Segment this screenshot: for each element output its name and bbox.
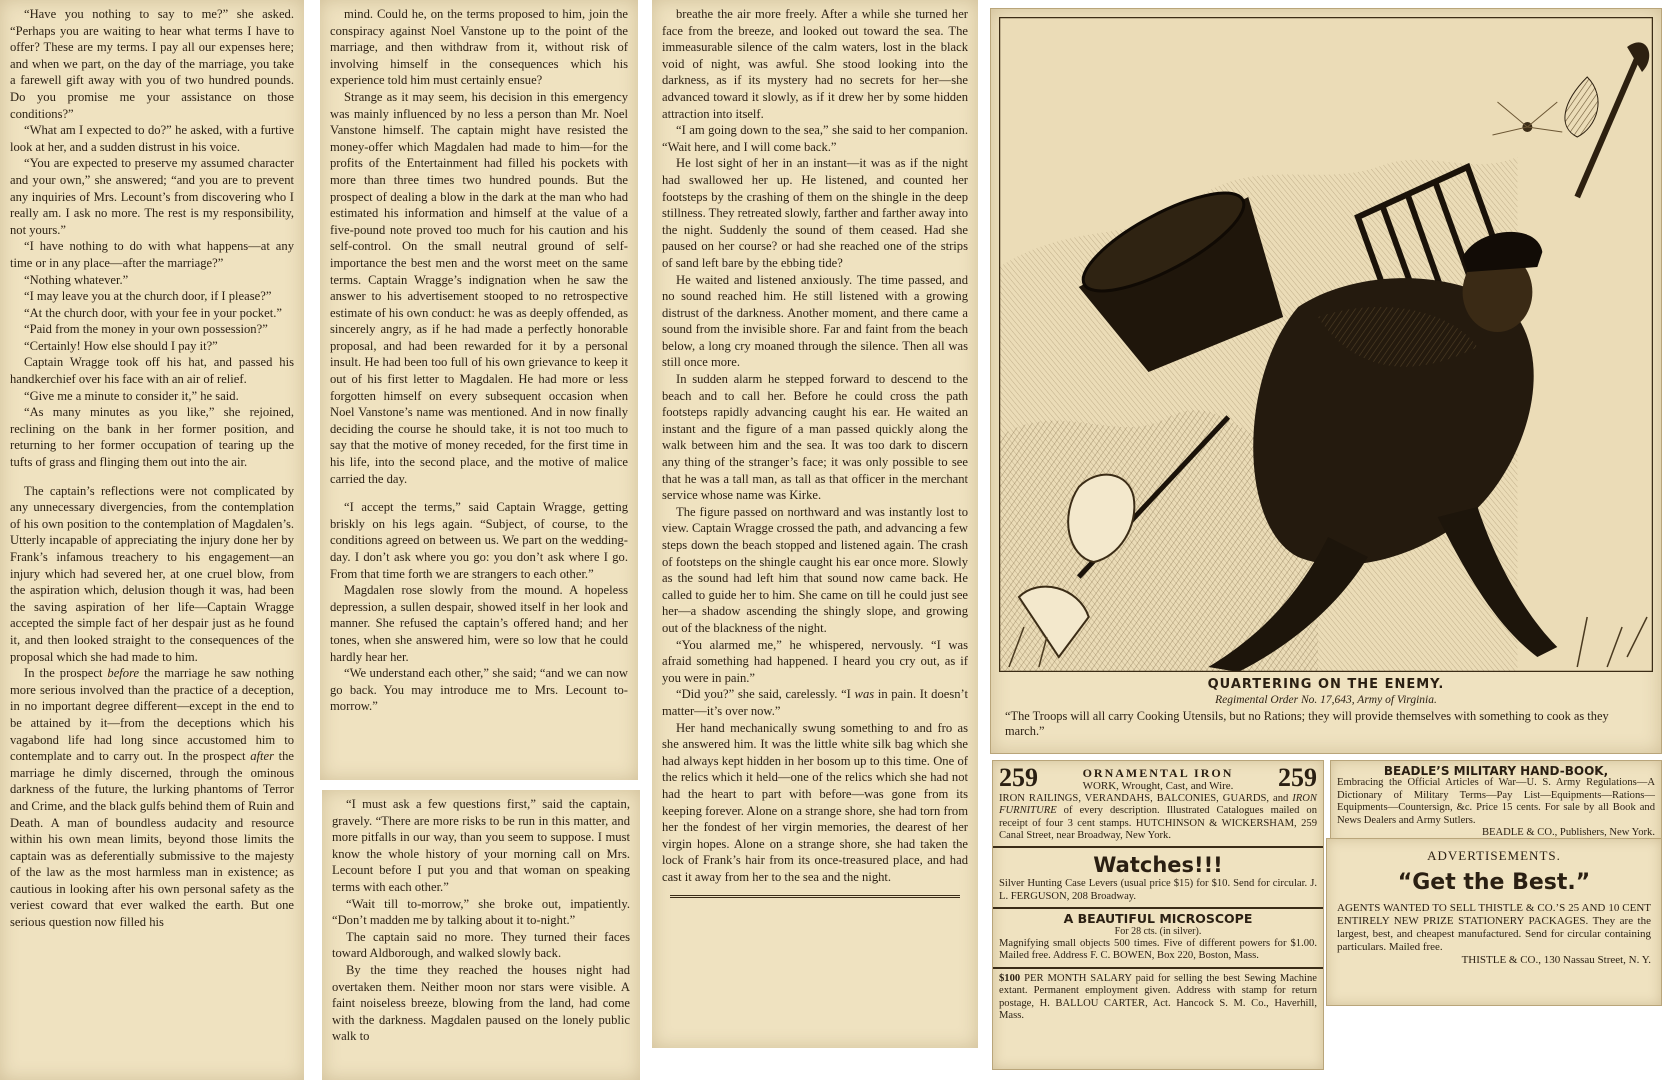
paragraph: He lost sight of her in an instant—it was as if the night had swallowed her up. He listened, and counted her footsteps by the crashing of them on the shingle in the deep stillness. They retreated slowly, farther and farther away into the night. Suddenly the sound of them ceased. Had she paused on her course? or had she reached one of the strips of sand left bare by the ebbing tide? (662, 156, 968, 270)
paragraph: “You alarmed me,” he whispered, nervously. “I was afraid something had happened. I heard you cry out, as if you were in pain.” (662, 637, 968, 685)
beadle-ad (1330, 760, 1662, 848)
iron-ad-heading: ORNAMENTAL IRON (1082, 766, 1234, 780)
paragraph: In sudden alarm he stepped forward to descend to the beach and to call her. Before he could cross the path footsteps rapidly advancing caught his ear. He waited an instant and the figure of a man passed quickly along the walk between him and the sea. It was too dark to discern any thing of the stranger’s face; it was only possible to see that he was a tall man, as tall as that officer in the merchant service whose name was Kirke. (662, 372, 968, 503)
get-the-best-heading: “Get the Best.” (1397, 870, 1591, 895)
beadle-body: Embracing the Official Articles of War—U. S. Army Regulations—A Dictionary of Military Terms—Pay List—Equipments—Rations—Equipments—Countersign, &c. Price 15 cents. For sale by all Book and News Dealers and Army Sutlers. (1337, 777, 1655, 826)
column-end-rule (670, 895, 960, 898)
ad-number-right: 259 (1278, 763, 1317, 792)
paragraph: “I may leave you at the church door, if I please?” (24, 289, 272, 304)
text-column-2-continued (322, 790, 640, 1080)
paragraph: mind. Could he, on the terms proposed to him, join the conspiracy against Noel Vanstone up to the point of the marriage, and then withdraw from it, without risk of involving himself in the consequences which his experience told him must certainly ensue? (330, 7, 628, 88)
illustration-caption (999, 677, 1653, 739)
paragraph: “Give me a minute to consider it,” he said. (24, 388, 239, 403)
beadle-signature: BEADLE & CO., Publishers, New York. (1481, 827, 1655, 839)
paragraph: Her hand mechanically swung something to and fro as she answered him. It was the little white silk bag which she had always kept hidden in her bosom up to this time. One of the relics which it held—one of the relics which she had not had the heart to part with before—was gone from its keeping forever. Alone on a strange shore, she had torn from her the fondest of her virgin memories, the dearest of her virgin hopes. Alone on a strange shore, she had taken the lock of Frank’s hair from its once-treasured place, and had cast it away from her to the sea and the night. (662, 720, 968, 884)
salary-body: PER MONTH SALARY paid for selling the best Sewing Machine extant. Permanent employment given. Address with stamp for return postage, H. BALLOU CARTER, Act. Hancock S. M. Co., Haverhill, Mass. (999, 972, 1317, 1022)
iron-ad-body: IRON RAILINGS, VERANDAHS, BALCONIES, GUARDS, and IRON FURNITURE of every description. Illustrated Catalogues mailed on receipt of four 3 cent stamps. HUTCHINSON & WICKERSHAM, 259 Canal Street, near Broadway, New York. (999, 792, 1317, 842)
paragraph: “I am going down to the sea,” she said to her companion. “Wait here, and I will come back.” (662, 123, 968, 154)
paragraph: In the prospect before the marriage he saw nothing more serious involved than the practice of a deception, in no important degree different—except in the end to be attained by it—from the deceptions which his vagabond life had long since accustomed him to contemplate and to carry out. In the prospect after the marriage he dimly discerned, through the ominous darkness of the future, the lurking phantoms of Terror and Crime, and the black gulfs behind them of Ruin and Death. A man of boundless audacity and resource within his own mean limits, beyond those limits the captain was as deferentially submissive to the majesty of the law as the most harmless man in existence; as cautious in looking after his own personal safety as the veriest coward that ever walked the earth. But one serious question now filled his (10, 666, 294, 930)
paragraph: “Paid from the money in your own possession?” (24, 322, 268, 337)
paragraph: “We understand each other,” she said; “and we can now go back. You may introduce me to Mrs. Lecount to-morrow.” (330, 666, 628, 714)
paragraph: “As many minutes as you like,” she rejoined, reclining on the bank in her former position, and returning to her former occupation of tearing up the tufts of grass and flinging them out into the air. (10, 405, 294, 470)
paragraph: “I accept the terms,” said Captain Wragge, getting briskly on his legs again. “Subject, of course, to the conditions agreed on between us. We part on the wedding-day. I don’t ask where you go: you don’t ask where I go. From that time forth we are strangers to each other.” (330, 500, 628, 581)
paragraph: “I must ask a few questions first,” said the captain, gravely. “There are more risks to be run in this matter, and more pitfalls in our way, than you seem to suppose. I must know the whole history of your morning call on Mrs. Lecount before I put you and that woman on speaking terms with each other.” (332, 797, 630, 894)
paragraph: The captain’s reflections were not complicated by any unnecessary divergencies, from the contemplation of his own position to the contemplation of Magdalen’s. Utterly incapable of appreciating the injury done her by Frank’s infamous treachery to his engagement—an injury which had severed her, at one cruel blow, from the aspiration which, delusion though it was, had been the saving aspiration of her life—Captain Wragge accepted the simple fact of her despair just as he found it, and then looked straight to the consequences of the proposal which she had made to him. (10, 483, 294, 664)
paragraph: “Did you?” she said, carelessly. “I was in pain. It doesn’t matter—it’s over now.” (662, 687, 968, 718)
text-column-3 (652, 0, 978, 1048)
paragraph: “I have nothing to do with what happens—at any time or in any place—after the marriage?” (10, 239, 294, 270)
cartoon-illustration (999, 17, 1653, 672)
paragraph: Magdalen rose slowly from the mound. A hopeless depression, a sullen despair, showed itself in her look and manner. She refused the captain’s offered hand; and her tones, when she answered him, were so low that he could hardly hear her. (330, 583, 628, 664)
watches-ad (993, 848, 1323, 909)
paragraph: breathe the air more freely. After a while she turned her face from the breeze, and looked out toward the sea. The immeasurable silence of the calm waters, lost in the black void of night, was awful. She stood looking into the darkness, as if its mystery had no secrets for her—she advanced toward it slowly, as if it drew her by some hidden attraction into itself. (662, 7, 968, 121)
advertisements-section-title: ADVERTISEMENTS. (1427, 848, 1561, 863)
thistle-signature: THISTLE & CO., 130 Nassau Street, N. Y. (1461, 954, 1651, 966)
paragraph: “Nothing whatever.” (24, 272, 129, 287)
advertisements-left (992, 760, 1324, 1070)
paragraph: Captain Wragge took off his hat, and passed his handkerchief over his face with an air of relief. (10, 355, 294, 387)
soldier-cartoon-icon (999, 17, 1653, 672)
paragraph: “You are expected to preserve my assumed character and your own,” she answered; “and you are to prevent any inquiries of Mrs. Lecount’s from discovering who I really am. I ask no more. The rest is my responsibility, not yours.” (10, 156, 294, 237)
paragraph: “At the church door, with your fee in your pocket.” (24, 305, 282, 320)
ad-number-left: 259 (999, 763, 1038, 792)
microscope-sub: For 28 cts. (in silver). (1114, 925, 1202, 937)
text-column-1 (0, 0, 304, 1080)
beadle-heading: BEADLE’S MILITARY HAND-BOOK, (1383, 764, 1609, 778)
paragraph: “Wait till to-morrow,” she broke out, impatiently. “Don’t madden me by talking about it to-night.” (332, 896, 630, 928)
paragraph: The captain said no more. They turned their faces toward Aldborough, and walked slowly back. (332, 929, 630, 961)
iron-works-ad (993, 761, 1323, 848)
paragraph: By the time they reached the houses night had overtaken them. Neither moon nor stars were visible. A faint noiseless breeze, blowing from the land, had come with the darkness. Magdalen paused on the lonely public walk to (332, 962, 630, 1044)
paragraph: “Have you nothing to say to me?” she asked. “Perhaps you are waiting to hear what terms I have to offer? These are my terms. I pay all our expenses here; and when we part, on the day of the marriage, you take a farewell gift away with you of two hundred pounds. Do you promise me your assistance on those conditions?” (10, 7, 294, 121)
salary-ad (993, 969, 1323, 1027)
watches-heading: Watches!!! (1093, 853, 1223, 878)
thistle-ad (1326, 838, 1662, 1006)
microscope-body: Magnifying small objects 500 times. Five of different powers for $1.00. Mailed free. Address F. C. BOWEN, Box 220, Boston, Mass. (999, 938, 1317, 962)
paragraph: Strange as it may seem, his decision in this emergency was mainly influenced by no less a person than Mr. Noel Vanstone himself. The captain might have resisted the money-offer which Magdalen had made to him—for the profits of the Entertainment had filled his pockets with more than three times two hundred pounds. But the prospect of dealing a blow in the dark at the man who had estimated his information and himself at the value of a five-pound note proved too much for his caution and his self-control. On the small neutral ground of self-importance the best men and the worst meet on the same terms. Captain Wragge’s indignation when he saw the answer to his advertisement stooped to no retrospective estimate of his own conduct: he was as deeply offended, as sincerely angry, as if he had made a perfectly honorable proposal, and had been rewarded for it by a personal insult. He had been too full of his own grievance to keep it out of his first letter to Magdalen. He had more or less forgotten himself on every subsequent occasion when Noel Vanstone’s name was mentioned. And in now finally deciding the course he should take, it is not too much to say that the motive of money receded, for the first time in his life, into the second place, and the motive of malice carried the day. (330, 89, 628, 486)
paragraph: He waited and listened anxiously. The time passed, and no sound reached him. He still listened with a growing distrust of the darkness. Another moment, and there came a sound from the invisible shore. Far and faint from the beach below, a long cry moaned through the silence. Then all was still once more. (662, 272, 968, 370)
iron-ad-subheading: WORK, Wrought, Cast, and Wire. (1082, 780, 1234, 793)
salary-heading: $100 (999, 972, 1021, 984)
caption-title: QUARTERING ON THE ENEMY. (1207, 677, 1445, 692)
paragraph: “What am I expected to do?” he asked, with a furtive look at her, and a sudden distrust in his voice. (10, 123, 294, 154)
microscope-ad (993, 909, 1323, 969)
paragraph: “Certainly! How else should I pay it?” (24, 338, 218, 353)
microscope-heading: A BEAUTIFUL MICROSCOPE (1063, 911, 1253, 927)
caption-quote: “The Troops will all carry Cooking Utensils, but no Rations; they will provide themselves with something to cook as they march.” (1005, 709, 1609, 738)
caption-subtitle: Regimental Order No. 17,643, Army of Virginia. (1215, 694, 1437, 706)
text-column-2 (320, 0, 638, 780)
watches-body: Silver Hunting Case Levers (usual price $15) for $10. Send for circular. J. L. FERGUSON, 208 Broadway. (999, 878, 1317, 902)
thistle-body: AGENTS WANTED TO SELL THISTLE & CO.’S 25 AND 10 CENT ENTIRELY NEW PRIZE STATIONERY PACKAGES. They are the largest, best, and cheapest manufactured. Send for circular containing particulars. Mailed free. (1337, 902, 1651, 953)
illustration-clipping (990, 8, 1662, 754)
paragraph: The figure passed on northward and was instantly lost to view. Captain Wragge crossed the path, and advancing a few steps down the beach stopped and listened again. The crash of footsteps on the shingle caught his ear once more. Slowly as the sound had left him that sound now came back. He called to guide her to him. She came on till he could just see her—a shadow ascending the shingly slope, and growing out of the blackness of the night. (662, 504, 968, 635)
